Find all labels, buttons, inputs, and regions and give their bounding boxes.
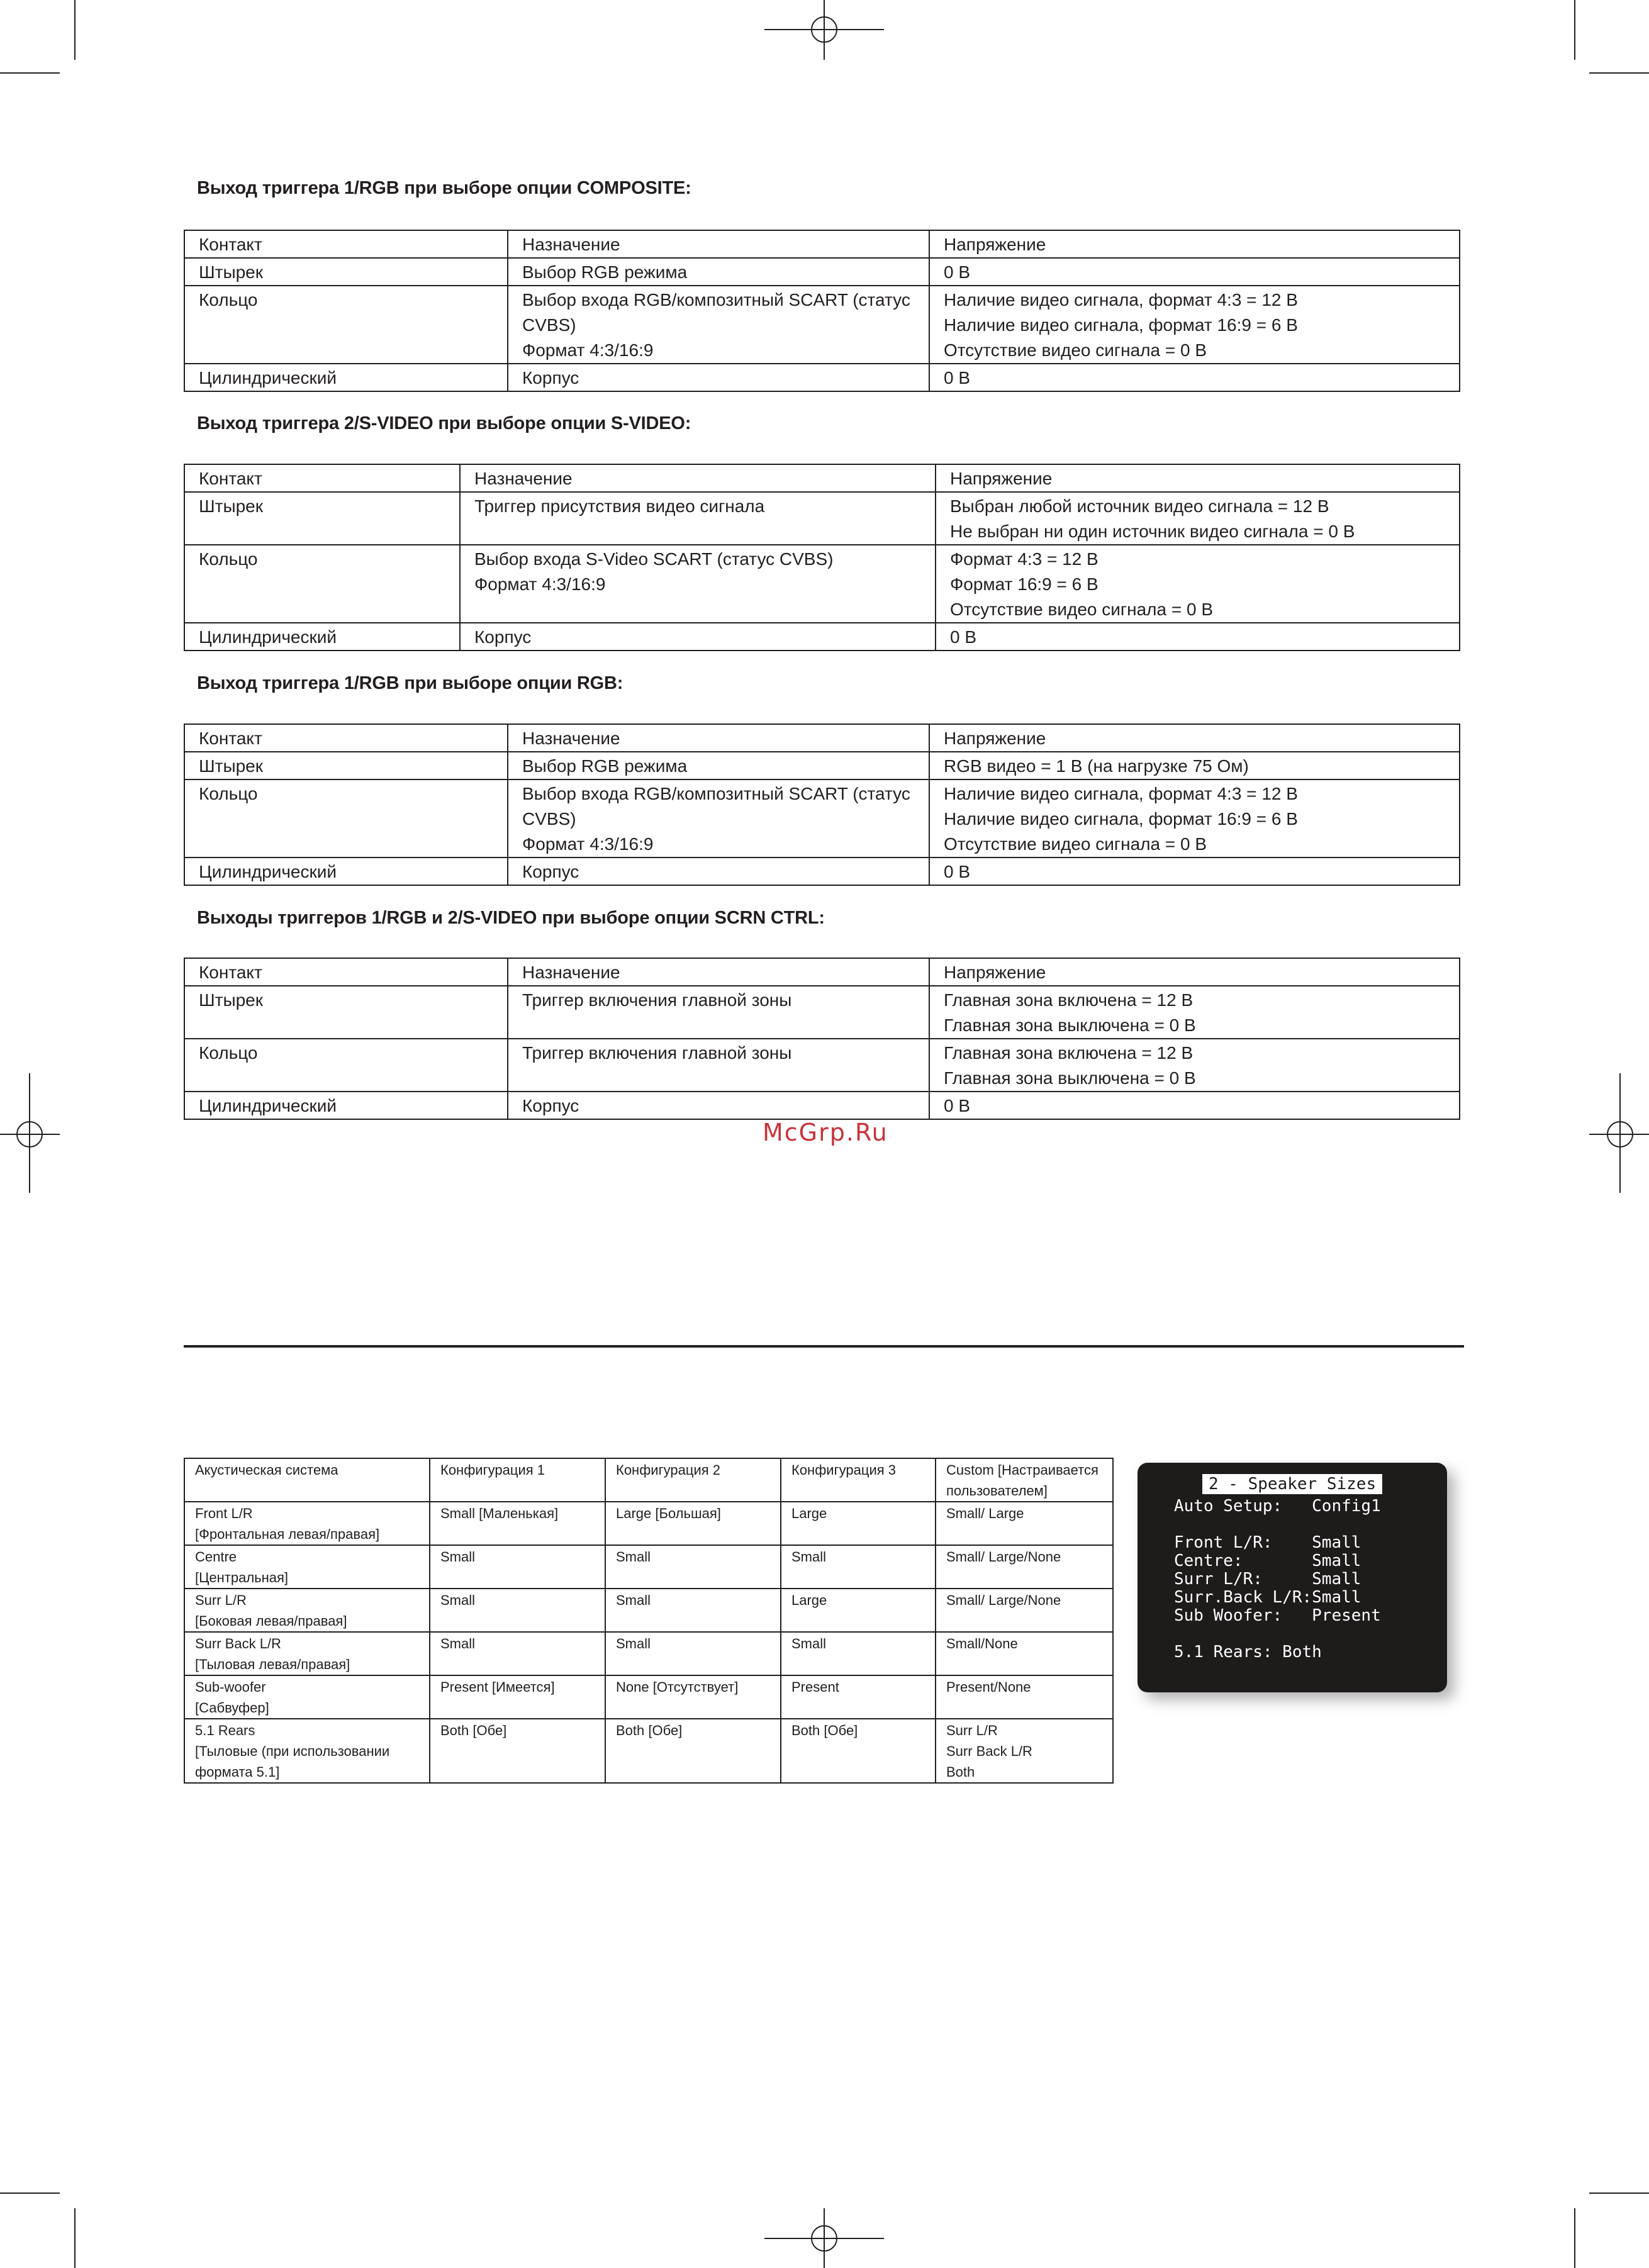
table-row (184, 986, 1460, 1039)
cell-line: [Тыловые (при использовании формата 5.1] (195, 1743, 390, 1780)
osd-speaker-sizes-panel (1138, 1463, 1447, 1692)
table-header-row (184, 1458, 1113, 1502)
table-row (184, 364, 1460, 391)
cell-config2 (605, 1589, 781, 1632)
cell-voltage (929, 752, 1460, 779)
watermark: McGrp.Ru (763, 1119, 888, 1146)
purpose-line: Корпус (522, 368, 579, 388)
cell-voltage (936, 623, 1460, 651)
cell-line: Present/None (946, 1679, 1031, 1695)
cell-config2 (605, 1719, 781, 1783)
divider (184, 1345, 1464, 1348)
cell-config3 (781, 1632, 936, 1675)
osd-line: Sub Woofer: Present (1174, 1606, 1381, 1625)
cell-purpose (508, 286, 929, 364)
cell-custom (936, 1502, 1113, 1545)
cell-line: Small (616, 1636, 651, 1651)
table-row (184, 779, 1460, 857)
cell-line: Small/ Large/None (946, 1592, 1061, 1608)
table-row (184, 857, 1460, 885)
cell-speaker (184, 1632, 430, 1675)
cell-voltage (929, 1092, 1460, 1119)
header-purpose: Назначение (460, 464, 936, 492)
purpose-line: Триггер включения главной зоны (522, 990, 792, 1010)
header-config3: Конфигурация 3 (781, 1458, 936, 1502)
purpose-line: Формат 4:3/16:9 (474, 574, 606, 594)
cell-line: [Боковая левая/правая] (195, 1613, 347, 1629)
purpose-line: Выбор входа RGB/композитный SCART (статус CVBS) (522, 290, 910, 335)
cell-config1 (430, 1675, 605, 1719)
purpose-line: Триггер присутствия видео сигнала (474, 496, 765, 516)
cell-config3 (781, 1719, 936, 1783)
cell-contact: Цилиндрический (184, 857, 508, 885)
header-contact: Контакт (184, 230, 508, 258)
cell-voltage (929, 986, 1460, 1039)
osd-line: Surr L/R: Small (1174, 1570, 1361, 1589)
header-voltage: Напряжение (929, 724, 1460, 752)
cell-line: Small (791, 1636, 827, 1651)
cell-purpose (508, 1039, 929, 1092)
voltage-line: Выбран любой источник видео сигнала = 12 В (950, 496, 1329, 516)
cell-contact: Цилиндрический (184, 623, 460, 651)
cell-config2 (605, 1675, 781, 1719)
cell-config3 (781, 1545, 936, 1589)
cell-voltage (936, 545, 1460, 623)
cell-line: [Фронтальная левая/правая] (195, 1526, 380, 1542)
osd-line: Surr.Back L/R:Small (1174, 1588, 1361, 1607)
cell-purpose (508, 779, 929, 857)
cell-speaker (184, 1589, 430, 1632)
cell-config1 (430, 1589, 605, 1632)
cell-contact: Кольцо (184, 286, 508, 364)
cell-config1 (430, 1502, 605, 1545)
table-row (184, 1589, 1113, 1632)
header-custom: Custom [Настраивается пользователем] (936, 1458, 1113, 1502)
cell-speaker (184, 1719, 430, 1783)
table-row (184, 623, 1460, 651)
cell-voltage (929, 1039, 1460, 1092)
voltage-line: 0 В (944, 1096, 971, 1115)
cell-custom (936, 1589, 1113, 1632)
voltage-line: Отсутствие видео сигнала = 0 В (944, 340, 1207, 360)
cell-custom (936, 1545, 1113, 1589)
voltage-line: Главная зона включена = 12 В (944, 1043, 1193, 1063)
cell-line: Small (616, 1592, 651, 1608)
header-contact: Контакт (184, 464, 460, 492)
purpose-line: Корпус (474, 627, 532, 647)
header-purpose: Назначение (508, 230, 929, 258)
voltage-line: Наличие видео сигнала, формат 4:3 = 12 В (944, 784, 1298, 803)
cell-line: [Центральная] (195, 1570, 289, 1585)
cell-line: Surr Back L/R (195, 1636, 281, 1651)
trigger-table-svideo (184, 464, 1460, 651)
cell-config1 (430, 1719, 605, 1783)
header-config1: Конфигурация 1 (430, 1458, 605, 1502)
voltage-line: 0 В (944, 262, 971, 282)
cell-config3 (781, 1589, 936, 1632)
osd-line: Centre: Small (1174, 1551, 1361, 1570)
table-row (184, 492, 1460, 545)
cell-purpose (508, 258, 929, 286)
cell-line: Small [Маленькая] (440, 1505, 559, 1521)
cell-line: Small (616, 1549, 651, 1565)
trigger-table-scrn-ctrl (184, 958, 1460, 1120)
cell-custom (936, 1632, 1113, 1675)
table-row (184, 1039, 1460, 1092)
table-header-row (184, 958, 1460, 986)
cell-line: Both (946, 1764, 975, 1780)
cell-line: Both [Обе] (440, 1723, 507, 1738)
cell-config2 (605, 1502, 781, 1545)
cell-line: Small/ Large/None (946, 1549, 1061, 1565)
cell-line: Centre (195, 1549, 237, 1565)
table-row (184, 545, 1460, 623)
cell-speaker (184, 1502, 430, 1545)
cell-line: Surr L/R (195, 1592, 247, 1608)
header-config2: Конфигурация 2 (605, 1458, 781, 1502)
cell-config1 (430, 1632, 605, 1675)
cell-line: Surr Back L/R (946, 1743, 1032, 1759)
cell-purpose (508, 1092, 929, 1119)
cell-line: None [Отсутствует] (616, 1679, 739, 1695)
cell-config1 (430, 1545, 605, 1589)
cell-voltage (929, 364, 1460, 391)
voltage-line: Формат 16:9 = 6 В (950, 574, 1098, 594)
cell-voltage (936, 492, 1460, 545)
purpose-line: Выбор входа RGB/композитный SCART (статус CVBS) (522, 784, 910, 829)
cell-voltage (929, 258, 1460, 286)
cell-contact: Кольцо (184, 779, 508, 857)
cell-voltage (929, 286, 1460, 364)
table-row (184, 1502, 1113, 1545)
table-row (184, 1545, 1113, 1589)
cell-purpose (508, 986, 929, 1039)
purpose-line: Выбор входа S-Video SCART (статус CVBS) (474, 549, 834, 569)
table-row (184, 1719, 1113, 1783)
cell-line: 5.1 Rears (195, 1723, 255, 1738)
cell-config2 (605, 1632, 781, 1675)
cell-line: Small/None (946, 1636, 1018, 1651)
cell-purpose (508, 752, 929, 779)
table-row (184, 1675, 1113, 1719)
cell-line: Small (440, 1636, 476, 1651)
cell-line: Present [Имеется] (440, 1679, 555, 1695)
cell-line: Front L/R (195, 1505, 253, 1521)
voltage-line: Отсутствие видео сигнала = 0 В (944, 834, 1207, 854)
table-row (184, 286, 1460, 364)
table-row (184, 752, 1460, 779)
voltage-line: Главная зона выключена = 0 В (944, 1015, 1196, 1035)
cell-purpose (460, 623, 936, 651)
header-voltage: Напряжение (929, 958, 1460, 986)
cell-contact: Штырек (184, 752, 508, 779)
purpose-line: Триггер включения главной зоны (522, 1043, 792, 1063)
voltage-line: Не выбран ни один источник видео сигнала = 0 В (950, 522, 1355, 541)
cell-contact: Цилиндрический (184, 1092, 508, 1119)
cell-custom (936, 1719, 1113, 1783)
cell-line: Large (791, 1592, 827, 1608)
cell-config3 (781, 1502, 936, 1545)
voltage-line: Наличие видео сигнала, формат 16:9 = 6 В (944, 315, 1298, 335)
header-voltage: Напряжение (929, 230, 1460, 258)
cell-purpose (508, 364, 929, 391)
cell-line: Sub-woofer (195, 1679, 266, 1695)
osd-line: 5.1 Rears: Both (1174, 1643, 1322, 1662)
voltage-line: RGB видео = 1 В (на нагрузке 75 Ом) (944, 756, 1249, 776)
cell-line: [Сабвуфер] (195, 1700, 269, 1716)
cell-line: Both [Обе] (791, 1723, 858, 1738)
purpose-line: Формат 4:3/16:9 (522, 340, 654, 360)
header-voltage: Напряжение (936, 464, 1460, 492)
cell-voltage (929, 779, 1460, 857)
cell-line: Both [Обе] (616, 1723, 683, 1738)
cell-contact: Цилиндрический (184, 364, 508, 391)
cell-contact: Штырек (184, 492, 460, 545)
cell-purpose (460, 545, 936, 623)
section-title: Выходы триггеров 1/RGB и 2/S-VIDEO при выборе опции SCRN CTRL: (197, 908, 825, 928)
header-purpose: Назначение (508, 958, 929, 986)
cell-contact: Штырек (184, 986, 508, 1039)
cell-line: Small (440, 1549, 476, 1565)
cell-voltage (929, 857, 1460, 885)
trigger-table-composite (184, 230, 1460, 392)
header-speaker: Акустическая система (184, 1458, 430, 1502)
table-row (184, 1092, 1460, 1119)
purpose-line: Выбор RGB режима (522, 756, 688, 776)
cell-line: Present (791, 1679, 839, 1695)
cell-line: Large (791, 1505, 827, 1521)
cell-contact: Кольцо (184, 545, 460, 623)
header-contact: Контакт (184, 724, 508, 752)
header-purpose: Назначение (508, 724, 929, 752)
cell-line: Large [Большая] (616, 1505, 721, 1521)
table-row (184, 258, 1460, 286)
voltage-line: Формат 4:3 = 12 В (950, 549, 1098, 569)
osd-line: Front L/R: Small (1174, 1533, 1361, 1552)
cell-speaker (184, 1675, 430, 1719)
section-title: Выход триггера 2/S-VIDEO при выборе опции S-VIDEO: (197, 413, 691, 433)
table-header-row (184, 230, 1460, 258)
cell-line: Small (440, 1592, 476, 1608)
voltage-line: Наличие видео сигнала, формат 16:9 = 6 В (944, 809, 1298, 829)
osd-title: 2 - Speaker Sizes (1202, 1474, 1382, 1494)
table-header-row (184, 464, 1460, 492)
cell-line: [Тыловая левая/правая] (195, 1656, 350, 1672)
cell-config2 (605, 1545, 781, 1589)
cell-purpose (508, 857, 929, 885)
voltage-line: Главная зона включена = 12 В (944, 990, 1193, 1010)
voltage-line: 0 В (950, 627, 977, 647)
cell-config3 (781, 1675, 936, 1719)
voltage-line: Отсутствие видео сигнала = 0 В (950, 600, 1214, 619)
cell-contact: Кольцо (184, 1039, 508, 1092)
section-title: Выход триггера 1/RGB при выборе опции COMPOSITE: (197, 178, 691, 198)
cell-purpose (460, 492, 936, 545)
trigger-table-rgb (184, 723, 1460, 886)
osd-line: Auto Setup: Config1 (1174, 1497, 1381, 1516)
voltage-line: 0 В (944, 368, 971, 388)
cell-line: Surr L/R (946, 1723, 998, 1738)
purpose-line: Формат 4:3/16:9 (522, 834, 654, 854)
purpose-line: Выбор RGB режима (522, 262, 688, 282)
table-header-row (184, 724, 1460, 752)
purpose-line: Корпус (522, 862, 579, 881)
voltage-line: 0 В (944, 862, 971, 881)
table-row (184, 1632, 1113, 1675)
cell-line: Small/ Large (946, 1505, 1024, 1521)
cell-contact: Штырек (184, 258, 508, 286)
voltage-line: Главная зона выключена = 0 В (944, 1068, 1196, 1088)
voltage-line: Наличие видео сигнала, формат 4:3 = 12 В (944, 290, 1298, 310)
cell-speaker (184, 1545, 430, 1589)
cell-line: Small (791, 1549, 827, 1565)
cell-custom (936, 1675, 1113, 1719)
purpose-line: Корпус (522, 1096, 579, 1115)
header-contact: Контакт (184, 958, 508, 986)
section-title: Выход триггера 1/RGB при выборе опции RGB: (197, 673, 623, 693)
speaker-config-table (184, 1458, 1114, 1784)
